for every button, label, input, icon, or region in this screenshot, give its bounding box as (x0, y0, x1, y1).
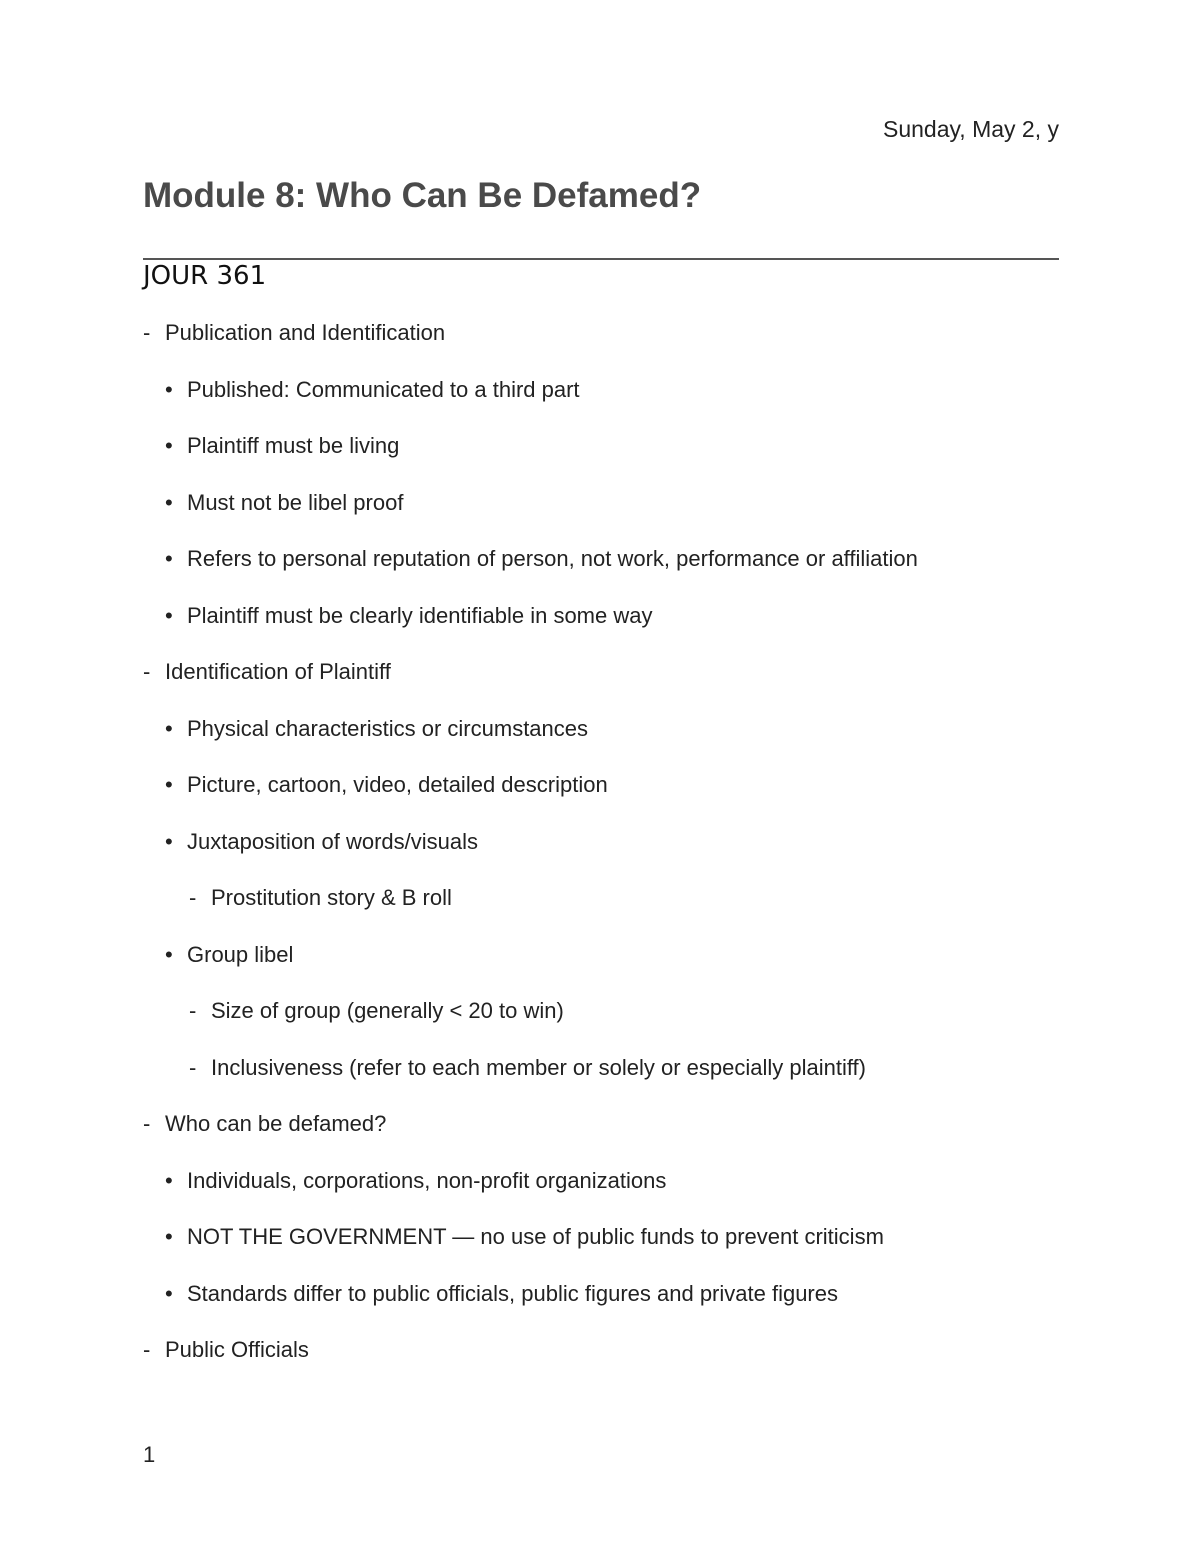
outline-text: Physical characteristics or circumstances (187, 716, 589, 741)
outline-text: Inclusiveness (refer to each member or solely or especially plaintiff) (211, 1055, 866, 1080)
outline-text: Published: Communicated to a third part (187, 377, 580, 402)
bullet-marker: • (165, 942, 173, 967)
outline-text: Juxtaposition of words/visuals (187, 829, 479, 854)
outline-bullet-item (165, 829, 478, 855)
outline-text: Plaintiff must be living (187, 433, 400, 458)
outline-heading (143, 1337, 309, 1363)
outline-bullet-item (165, 1281, 838, 1307)
outline-subitem (189, 885, 452, 911)
outline-text: Plaintiff must be clearly identifiable in some way (187, 603, 653, 628)
outline-text: Standards differ to public officials, public figures and private figures (187, 1281, 838, 1306)
page-title: Module 8: Who Can Be Defamed? (143, 176, 702, 215)
bullet-marker: • (165, 716, 173, 741)
outline-text: Size of group (generally < 20 to win) (211, 998, 564, 1023)
outline-text: Prostitution story & B roll (211, 885, 452, 910)
outline-text: Refers to personal reputation of person, not work, performance or affiliation (187, 546, 918, 571)
bullet-marker: • (165, 1224, 173, 1249)
bullet-marker: • (165, 829, 173, 854)
bullet-marker: • (165, 772, 173, 797)
outline-text: Publication and Identification (165, 320, 446, 345)
bullet-marker: • (165, 490, 173, 515)
outline-subitem (189, 998, 564, 1024)
outline-bullet-item (165, 1224, 884, 1250)
outline-text: Public Officials (165, 1337, 309, 1362)
outline-bullet-item (165, 772, 608, 798)
dash-marker: - (143, 1337, 151, 1362)
outline-text: Picture, cartoon, video, detailed description (187, 772, 608, 797)
outline-subitem (189, 1055, 866, 1081)
bullet-marker: • (165, 377, 173, 402)
outline-text: Identification of Plaintiff (165, 659, 391, 684)
outline-heading (143, 320, 445, 346)
dash-marker: - (189, 885, 197, 910)
outline-bullet-item (165, 490, 403, 516)
course-code: JOUR 361 (143, 261, 267, 291)
bullet-marker: • (165, 1168, 173, 1193)
outline-text: Who can be defamed? (165, 1111, 387, 1136)
bullet-marker: • (165, 603, 173, 628)
dash-marker: - (143, 1111, 151, 1136)
outline-bullet-item (165, 1168, 666, 1194)
outline-bullet-item (165, 433, 399, 459)
dash-marker: - (143, 320, 151, 345)
outline-text: Individuals, corporations, non-profit organizations (187, 1168, 667, 1193)
outline-heading (143, 659, 391, 685)
outline-text: Group libel (187, 942, 294, 967)
title-divider (143, 258, 1059, 260)
outline-bullet-item (165, 716, 588, 742)
outline-text: Must not be libel proof (187, 490, 404, 515)
outline-heading (143, 1111, 386, 1137)
outline-bullet-item (165, 603, 652, 629)
dash-marker: - (143, 659, 151, 684)
dash-marker: - (189, 998, 197, 1023)
outline-bullet-item (165, 942, 293, 968)
document-date: Sunday, May 2, y (883, 116, 1059, 142)
page-number: 1 (143, 1442, 156, 1467)
outline-bullet-item (165, 377, 580, 403)
dash-marker: - (189, 1055, 197, 1080)
outline-bullet-item (165, 546, 918, 572)
bullet-marker: • (165, 546, 173, 571)
bullet-marker: • (165, 433, 173, 458)
bullet-marker: • (165, 1281, 173, 1306)
outline-text: NOT THE GOVERNMENT — no use of public funds to prevent criticism (187, 1224, 884, 1249)
